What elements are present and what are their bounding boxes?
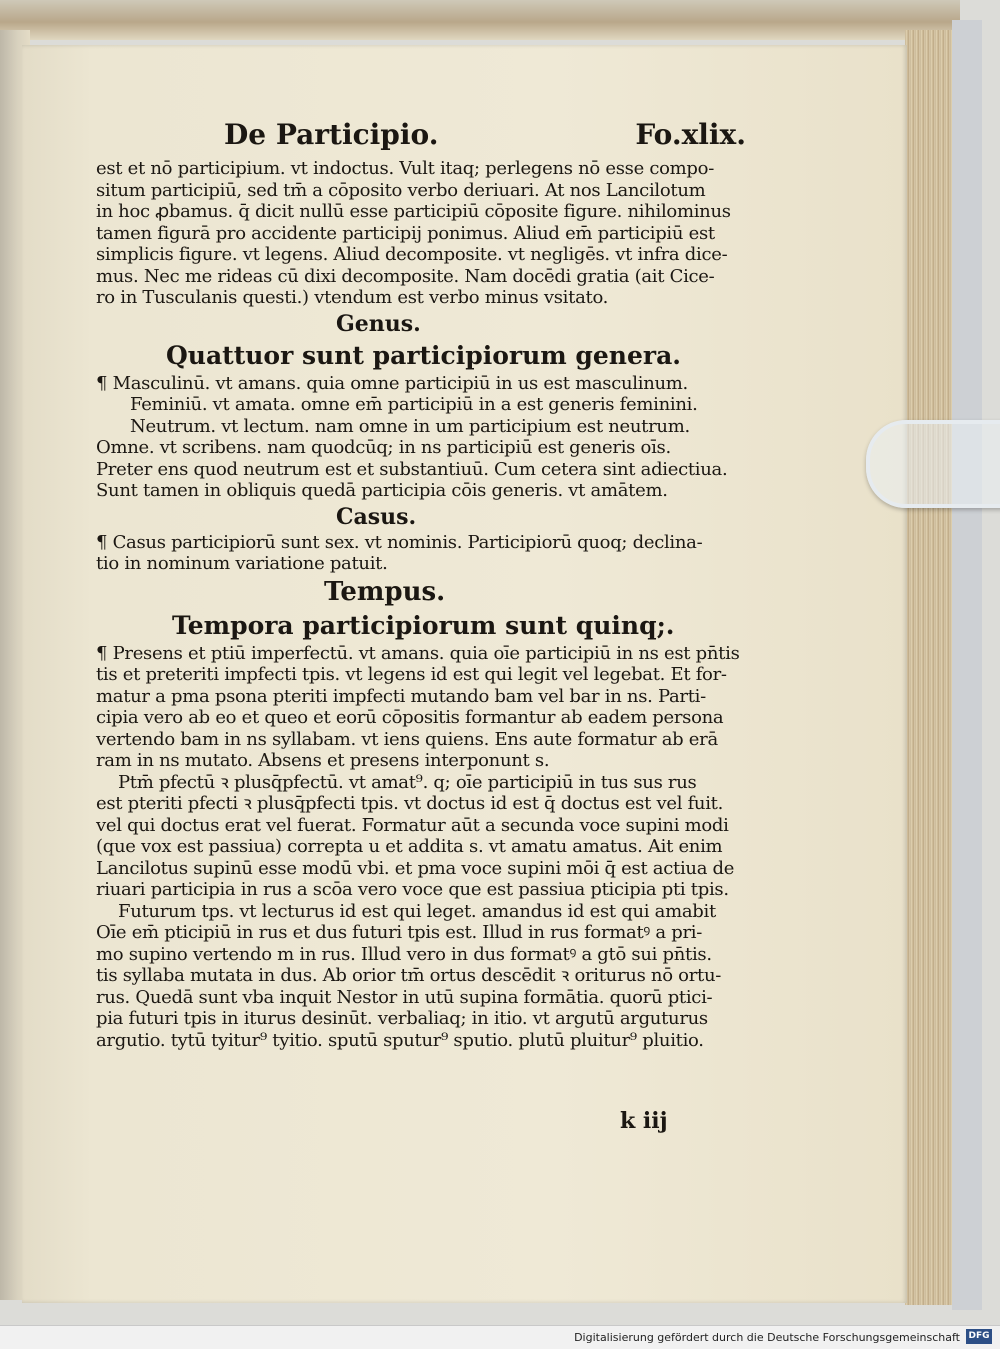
- text-line: tio in nominum variatione patuit.: [96, 553, 388, 574]
- text-line: situm participiū, sed tm̄ a cōposito verbo deriuari. At nos Lancilotum: [96, 179, 706, 201]
- page-fore-edge: [905, 30, 955, 1305]
- section-heading: Genus.: [336, 310, 421, 337]
- dfg-logo: DFG: [966, 1329, 992, 1344]
- footer-bar: [0, 1325, 1000, 1349]
- signature-mark: k iij: [620, 1108, 668, 1134]
- text-line: mus. Nec me rideas cū dixi decomposite. Nam docēdi gratia (ait Cice-: [96, 265, 715, 287]
- text-line: Neutrum. vt lectum. nam omne in um participium est neutrum.: [130, 415, 690, 437]
- text-line: Futurum tps. vt lecturus id est qui leget. amandus id est qui amabit: [118, 900, 716, 922]
- text-line: Ptm̄ pfectū ꝛ plusq̄pfectū. vt amat⁹. q; oīe participiū in tus sus rus: [118, 771, 697, 793]
- text-line: Omne. vt scribens. nam quodcūq; in ns participiū est generis oīs.: [96, 437, 671, 458]
- text-line: vel qui doctus erat vel fuerat. Formatur aūt a secunda voce supini modi: [96, 814, 729, 836]
- text-line: est et nō participium. vt indoctus. Vult itaq; perlegens nō esse compo-: [96, 158, 714, 179]
- page-header: [96, 118, 746, 158]
- section-heading: Tempus.: [324, 576, 446, 607]
- text-line: rus. Quedā sunt vba inquit Nestor in utū supina formātia. quorū ptici-: [96, 986, 713, 1008]
- footer-credit: Digitalisierung gefördert durch die Deutsche Forschungsgemeinschaft: [574, 1331, 960, 1344]
- text-line: Oīe em̄ pticipiū in rus et dus futuri tpis est. Illud in rus formatꝰ a pri-: [96, 922, 703, 943]
- text-line: argutio. tytū tyitur⁹ tyitio. sputū sputur⁹ sputio. plutū pluitur⁹ pluitio.: [96, 1029, 704, 1051]
- text-line: ¶ Casus participiorū sunt sex. vt nominis. Participiorū quoq; declina-: [96, 531, 703, 553]
- page-clip: [866, 420, 1000, 508]
- text-line: riuari participia in rus a scōa vero voce que est passiua pticipia pti tpis.: [96, 879, 729, 900]
- section-heading: Casus.: [336, 503, 417, 530]
- text-line: pia futuri tpis in iturus desinūt. verbaliaq; in itio. vt argutū arguturus: [96, 1008, 708, 1029]
- text-line: simplicis figure. vt legens. Aliud decomposite. vt negligēs. vt infra dice-: [96, 244, 728, 265]
- text-line: Sunt tamen in obliquis quedā participia cōis generis. vt amātem.: [96, 480, 668, 501]
- text-line: tis syllaba mutata in dus. Ab orior tm̄ ortus descēdit ꝛ oriturus nō ortu-: [96, 965, 722, 986]
- text-line: tis et preteriti impfecti tpis. vt legens id est qui legit vel legebat. Et for-: [96, 664, 727, 685]
- book-cover-edge: [952, 20, 982, 1310]
- text-line: mo supino vertendo m in rus. Illud vero in dus formatꝰ a gtō sui pn̄tis.: [96, 943, 712, 965]
- section-heading: Tempora participiorum sunt quinq;.: [172, 610, 675, 640]
- text-line: cipia vero ab eo et queo et eorū cōpositis formantur ab eadem persona: [96, 707, 724, 728]
- text-line: Feminiū. vt amata. omne em̄ participiū in a est generis feminini.: [130, 394, 698, 415]
- text-line: vertendo bam in ns syllabam. vt iens quiens. Ens aute formatur ab erā: [96, 728, 718, 750]
- text-line: Preter ens quod neutrum est et substantiuū. Cum cetera sint adiectiua.: [96, 458, 728, 480]
- text-line: est pteriti pfecti ꝛ plusq̄pfecti tpis. vt doctus id est q̄ doctus est vel fuit.: [96, 793, 724, 814]
- text-line: tamen figurā pro accidente participij ponimus. Aliud em̄ participiū est: [96, 222, 715, 244]
- text-line: ro in Tusculanis questi.) vtendum est verbo minus vsitato.: [96, 287, 609, 308]
- section-heading: Quattuor sunt participiorum genera.: [166, 340, 681, 370]
- book-top-edge: [0, 0, 960, 40]
- text-line: ¶ Masculinū. vt amans. quia omne participiū in us est masculinum.: [96, 372, 688, 394]
- text-line: Lancilotus supinū esse modū vbi. et pma voce supini mōi q̄ est actiua de: [96, 857, 735, 879]
- text-line: (que vox est passiua) correpta u et addita s. vt amatu amatus. Ait enim: [96, 836, 723, 857]
- folio-number: Fo.xlix.: [635, 118, 746, 151]
- running-head: De Participio.: [224, 118, 439, 151]
- text-line: in hoc ꝓbamus. q̄ dicit nullū esse participiū cōposite figure. nihilominus: [96, 201, 731, 222]
- text-line: ram in ns mutato. Absens et presens interponunt s.: [96, 750, 550, 771]
- body-text: [96, 158, 746, 1051]
- text-line: ¶ Presens et ptiū imperfectū. vt amans. quia oīe participiū in ns est pn̄tis: [96, 642, 740, 664]
- text-line: matur a pma psona pteriti impfecti mutando bam vel bar in ns. Parti-: [96, 685, 706, 707]
